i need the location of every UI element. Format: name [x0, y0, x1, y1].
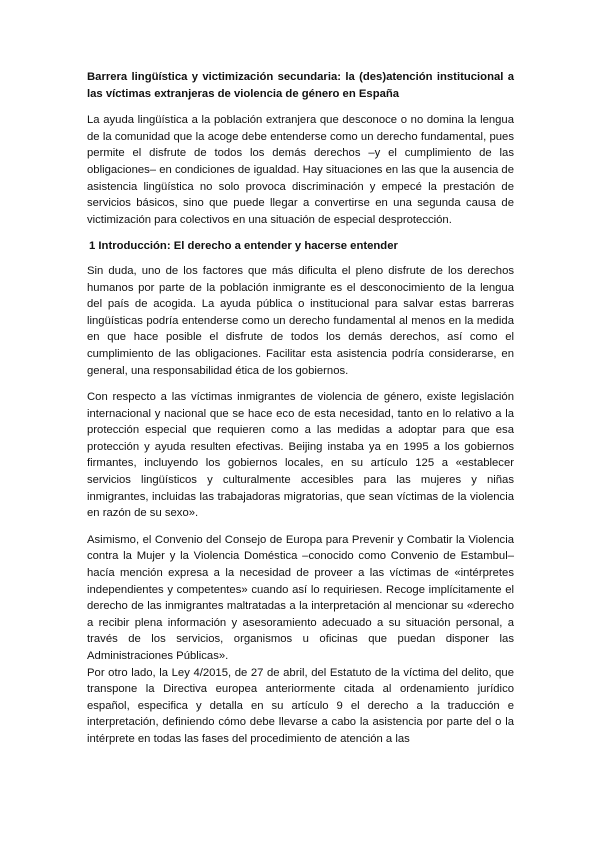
- section-heading: 1 Introducción: El derecho a entender y hacerse entender: [89, 240, 398, 253]
- document-title: Barrera lingüística y victimización secundaria: la (des)atención institucional a las víctimas extranjeras de violencia de género en España: [87, 71, 514, 100]
- body-paragraph-2: Con respecto a las víctimas inmigrantes de violencia de género, existe legislación internacional y nacional que se hace eco de esta necesidad, tanto en lo relativo a la protección especial que requieren como a las medidas a adoptar para que esa protección y ayuda resulten efectivas. Beijing instaba ya en 1995 a los gobiernos firmantes, incluyendo los gobiernos locales, en su artículo 125 a «establecer servicios lingüísticos y culturalmente accesibles para las mujeres y niñas inmigrantes, incluidas las trabajadoras migratorias, que sean víctimas de la violencia en razón de su sexo».: [87, 391, 514, 520]
- document-body: [87, 69, 514, 748]
- body-paragraph-4: Por otro lado, la Ley 4/2015, de 27 de abril, del Estatuto de la víctima del delito, que transpone la Directiva europea anteriormente citada al ordenamiento jurídico español, especifica y detalla en su artículo 9 el derecho a la traducción e interpretación, definiendo cómo debe llevarse a cabo la asistencia por parte del o la intérprete en todas las fases del procedimiento de atención a las: [87, 666, 514, 745]
- abstract-paragraph: La ayuda lingüística a la población extranjera que desconoce o no domina la lengua de la comunidad que la acoge debe entenderse como un derecho fundamental, pues permite el disfrute de todos los demás derechos –y el cumplimiento de las obligaciones– en condiciones de igualdad. Hay situaciones en las que la ausencia de asistencia lingüística no solo provoca discriminación y empecé la prestación de servicios básicos, sino que puede llegar a convertirse en una segunda causa de victimización para colectivos en una situación de especial desprotección.: [87, 114, 514, 226]
- body-paragraph-3: Asimismo, el Convenio del Consejo de Europa para Prevenir y Combatir la Violencia contra la Mujer y la Violencia Doméstica –conocido como Convenio de Estambul– hacía mención expresa a la necesidad de proveer a las víctimas de «intérpretes independientes y competentes» cuando así lo requiriesen. Recoge implícitamente el derecho de las inmigrantes maltratadas a la interpretación al mencionar su «derecho a recibir plena información y asesoramiento adecuado a su situación personal, a través de los servicios, organismos u oficinas que puedan disponer las Administraciones Públicas».: [87, 533, 514, 662]
- body-paragraph-1: Sin duda, uno de los factores que más dificulta el pleno disfrute de los derechos humanos por parte de la población inmigrante es el desconocimiento de la lengua del país de acogida. La ayuda pública o institucional para salvar estas barreras lingüísticas podría entenderse como un derecho fundamental al menos en la medida en que hace posible el disfrute de todos los demás derechos, así como el cumplimiento de las obligaciones. Facilitar esta asistencia podría considerarse, en general, una responsabilidad ética de los gobiernos.: [87, 264, 514, 377]
